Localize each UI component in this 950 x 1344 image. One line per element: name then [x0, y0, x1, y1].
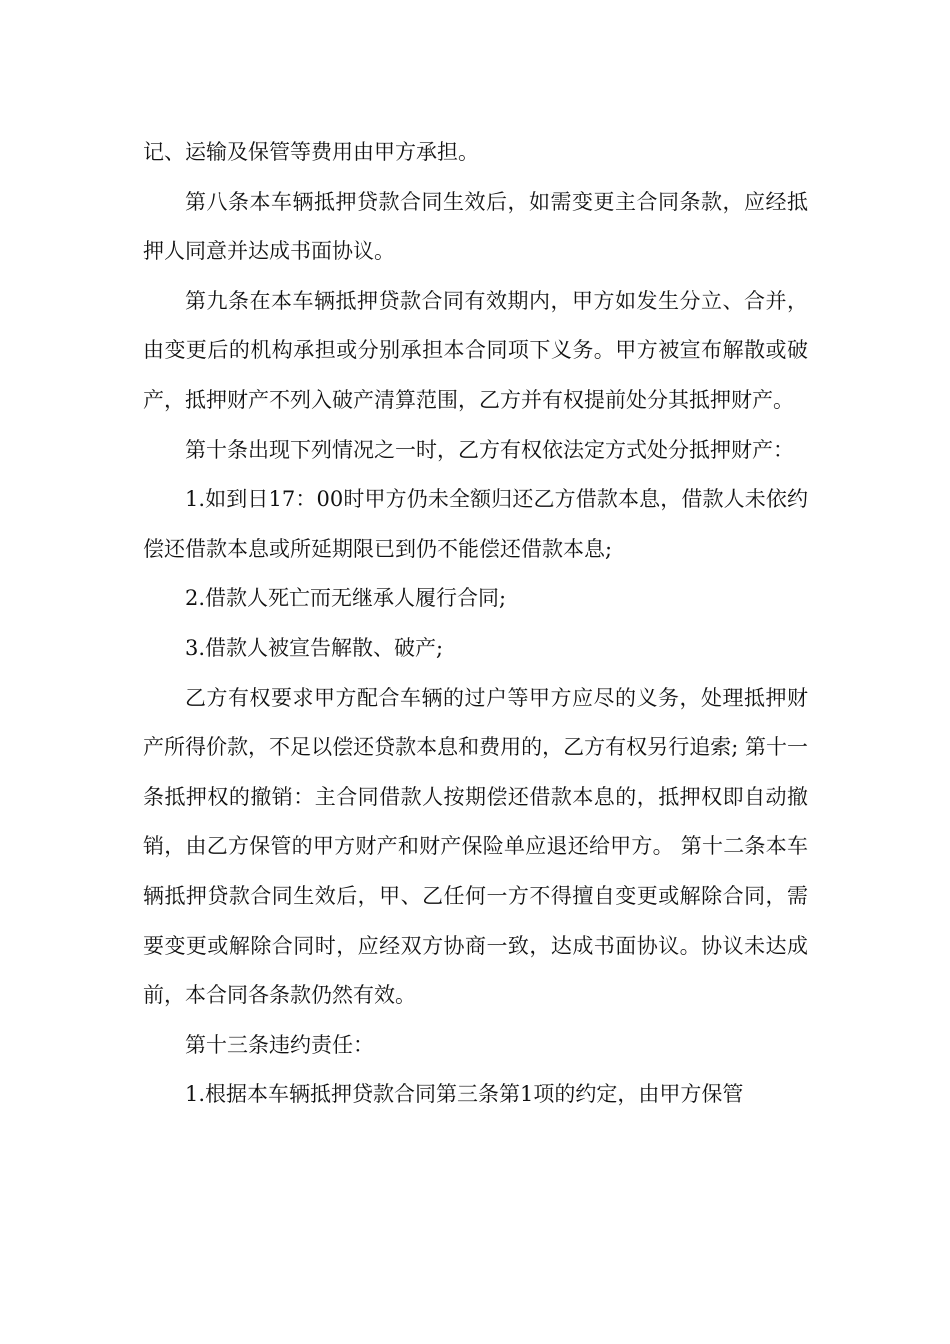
paragraph-article-10: 第十条出现下列情况之一时，乙方有权依法定方式处分抵押财产：: [185, 437, 794, 462]
paragraph-articles-11-12: 乙方有权要求甲方配合车辆的过户等甲方应尽的义务，处理抵押财产所得价款，不足以偿还贷款本息和费用的，乙方有权另行追索; 第十一条抵押权的撤销：主合同借款人按期偿还借款本息的，抵押权即自动撤销，由乙方保管的甲方财产和财产保险单应退还给甲方。 第十二条本车辆抵押贷款合同生效后，甲、乙任何一方不得擅自变更或解除合同，需要变更或解除合同时，应经双方协商一致，达成书面协议。协议未达成前，本合同各条款仍然有效。: [143, 685, 808, 1008]
paragraph-continuation: 记、运输及保管等费用由甲方承担。: [143, 140, 479, 164]
list-item-1: 1.如到日17：00时甲方仍未全额归还乙方借款本息，借款人未依约偿还借款本息或所延期限已到仍不能偿还借款本息;: [143, 487, 808, 561]
paragraph-article-9: 第九条在本车辆抵押贷款合同有效期内，甲方如发生分立、合并，由变更后的机构承担或分别承担本合同项下义务。甲方被宣布解散或破产，抵押财产不列入破产清算范围，乙方并有权提前处分其抵押财产。: [143, 288, 808, 412]
list-item-3: 3.借款人被宣告解散、破产;: [185, 635, 444, 660]
list-item-2: 2.借款人死亡而无继承人履行合同;: [185, 586, 507, 611]
list-item-article-13-1: 1.根据本车辆抵押贷款合同第三条第1项的约定，由甲方保管: [185, 1082, 744, 1107]
paragraph-article-8: 第八条本车辆抵押贷款合同生效后，如需变更主合同条款，应经抵押人同意并达成书面协议。: [143, 189, 808, 264]
document-body: [143, 128, 808, 1120]
paragraph-article-13: 第十三条违约责任：: [185, 1032, 374, 1057]
